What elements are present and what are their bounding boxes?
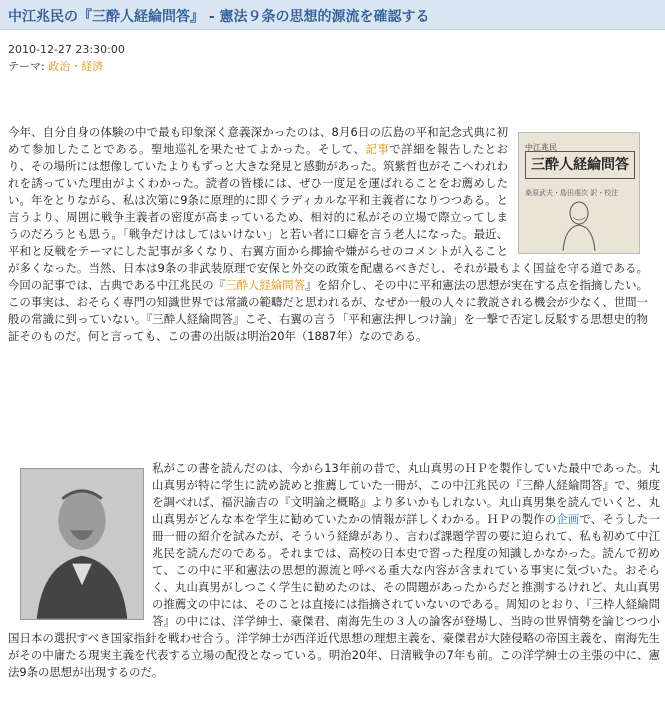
book-author: 中江兆民 — [525, 143, 557, 152]
page-title[interactable]: 中江兆民の『三酔人経綸問答』 - 憲法９条の思想的源流を確認する — [8, 9, 430, 25]
portrait-image — [20, 468, 144, 620]
book-title: 三酔人経綸問答 — [525, 151, 635, 179]
title-bar — [0, 0, 665, 30]
article-paragraph-1: 中江兆民 三酔人経綸問答 桑原武夫・島田虔次 訳・校注 今年、自分自身の体験の中で最も印象深く意義深かったのは、8月6日の広島の平和記念式典に初めて参加したことである。聖地巡礼を果たせてよかった。そして、記事で詳細を報告したとおり、その場所には想像していたよりもずっと大きな発見と感動があった。筑紫哲也がそこへわれわれを誘っていた理由がよくわかった。読者の皆様には、ぜひ一度足を運ばれることをお薦めしたい。年をとりながら、私は次第に9条に原理的に即くラディカルな平和主義者になりつつある。と言うより、周囲に戦争主義者の密度が高まっているため、相対的に私がその立場で際立ってしまうのだろうとも思う。「戦争だけはしてはいけない」と若い者に口癖を言う老人になった。最近、平和と反戦をテーマにした記事が多くなり、右翼方面から揶揄や嫌がらせのコメントが入ることが多くなった。当然、日本は9条の非武装原理で安保と外交の政策を配慮るべきだし、それが最もよく国益を守る道である。今回の記事では、古典である中江兆民の『三酔人経綸問答』を紹介し、その中に平和憲法の思想が実在する点を指摘したい。この事実は、おそらく専門の知識世界では常識の範疇だと思われるが、なぜか一般の人々に教説される機会が少なく、世間一般の常識に到っていない。『三酔人経綸問答』こそ、右翼の言う「平和憲法押しつけ論」を一撃で否定し反駁する思想史的物証そのものだ。何と言っても、この書の出版は明治20年（1887年）なのである。 — [8, 125, 648, 343]
article-link-kiji[interactable]: 記事 — [365, 142, 390, 156]
book-subtitle: 桑原武夫・島田虔次 訳・校注 — [525, 189, 619, 197]
book-cover-image — [518, 132, 640, 254]
post-theme — [8, 58, 125, 75]
book-link[interactable]: 三酔人経綸問答 — [225, 278, 306, 292]
book-cover-illustration — [555, 197, 603, 251]
theme-label: テーマ: — [8, 60, 49, 73]
theme-link[interactable]: 政治・経済 — [48, 60, 104, 73]
article-paragraph-2: 私がこの書を読んだのは、今から13年前の昔で、丸山真男のＨＰを製作していた最中であった。丸山真男が特に学生に読め読めと推薦していた一冊が、この中江兆民の『三酔人経綸問答』で、頻度を調べれば、福沢諭吉の『文明論之概略』より多いかもしれない。丸山真男集を読んでいくと、丸山真男がどんな本を学生に勧めていたかの情報が詳しくわかる。ＨＰの製作の企画で、そうした一冊一冊の紹介を試みたが、そういう経緯があり、言わば課題学習の要に迫られて、私も初めて中江兆民を読んだのである。それまでは、高校の日本史で習った程度の知識しかなかった。読んで初めて、この中に平和憲法の思想的源流と呼べる重大な内容が含まれている事実に気づいた。おそらく、丸山真男がしつこく学生に勧めたのは、その問題があったからだと推測するけれど、丸山真男の推薦文の中には、そのことは直接には指摘されていないのである。周知のとおり、『三枠人経綸問答』の中には、洋学紳士、豪傑君、南海先生の３人の論客が登場し、当時の世界情勢を論じつつ小国日本の選択すべき国家指針を戦わせ合う。洋学紳士が西洋近代思想の理想主義を、豪傑君が大陸侵略の帝国主義を、南海先生がその中庸たる現実主義を代表する立場の配役となっている。明治20年、日清戦争の7年も前。この洋学紳士の主張の中に、憲法9条の思想が出現するのだ。 — [8, 461, 660, 679]
article-link-kikaku[interactable]: 企画 — [556, 512, 580, 526]
post-meta — [8, 41, 125, 75]
post-datetime: 2010-12-27 23:30:00 — [8, 43, 125, 56]
nakae-chomin-portrait — [20, 468, 144, 620]
